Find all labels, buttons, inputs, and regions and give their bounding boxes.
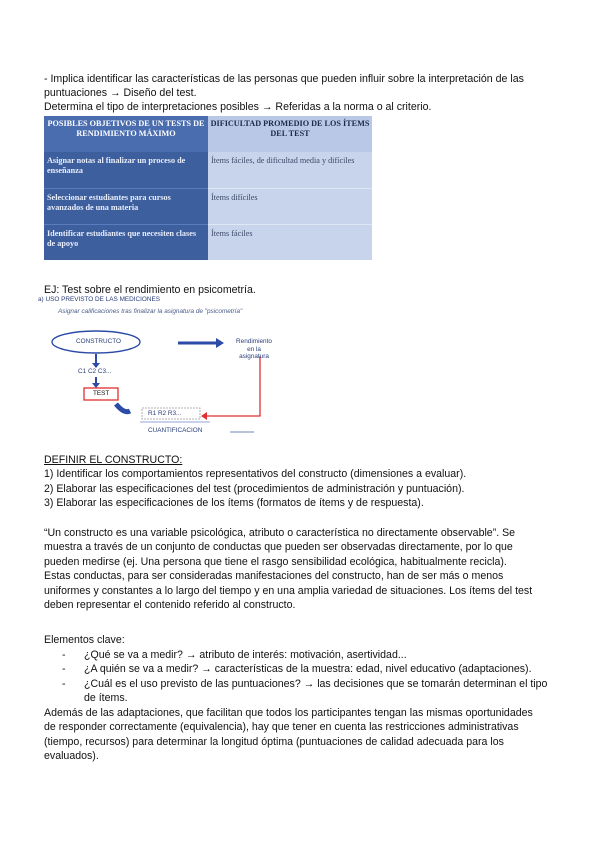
elements-heading: Elementos clave: [44, 634, 125, 646]
diagram-subtitle: Asignar calificaciones tras finalizar la asignatura de "psicometría" [58, 308, 243, 315]
closing-line-4: evaluados). [44, 750, 99, 762]
list-item-text: ¿Qué se va a medir? → atributo de interés: motivación, asertividad... [84, 649, 407, 661]
define-step-3: 3) Elaborar las especificaciones de los ítems (formatos de ítems y de respuesta). [44, 497, 424, 509]
table-row-2-difficulty: Ítems difíciles [208, 188, 372, 224]
quote-line-4: Estas conductas, para ser consideradas manifestaciones del constructo, han de ser más o menos [44, 570, 504, 582]
logo-mark [230, 431, 254, 433]
table-row-2-objective: Seleccionar estudiantes para cursos avanzados de una materia [44, 188, 208, 224]
closing-line-2: de responder correctamente (equivalencia), hay que tener en cuenta las restricciones administrativas [44, 721, 519, 733]
diagram-test: TEST [93, 390, 110, 397]
diagram-title: a) USO PREVISTO DE LAS MEDICIONES [38, 296, 161, 303]
intro-line-1: - Implica identificar las características de las personas que pueden influir sobre la interpretación de las [44, 73, 524, 85]
list-item [62, 677, 554, 706]
list-item [62, 648, 562, 662]
quote-line-3: pueden medirse (ej. Una persona que tiene el rasgo sensibilidad ecológica, habitualmente recicla). [44, 556, 507, 568]
closing-line-1: Además de las adaptaciones, que facilitan que todos los participantes tengan las mismas oportunidades [44, 707, 533, 719]
intro-line-3: Determina el tipo de interpretaciones posibles → Referidas a la norma o al criterio. [44, 101, 432, 113]
bullet: - [62, 663, 66, 676]
intro-line-2: puntuaciones → Diseño del test. [44, 87, 197, 99]
list-item-text: ¿A quién se va a medir? → características de la muestra: edad, nivel educativo (adaptaciones). [84, 663, 532, 676]
bullet: - [62, 677, 66, 690]
table-header-objectives: POSIBLES OBJETIVOS DE UN TESTS DE RENDIMIENTO MÁXIMO [44, 116, 208, 152]
diagram-components: C1 C2 C3... [78, 368, 112, 375]
feedback-arrowhead [201, 412, 207, 420]
bullet: - [62, 649, 66, 661]
feedback-line [207, 356, 260, 416]
define-step-2: 2) Elaborar las especificaciones del test (procedimientos de administración y puntuación). [44, 483, 465, 495]
diagram-quantification: CUANTIFICACION [148, 427, 203, 434]
diagram-target: Rendimiento en la asignatura [236, 338, 272, 360]
table-row-1-objective: Asignar notas al finalizar un proceso de enseñanza [44, 152, 208, 188]
construct-arrowhead [216, 338, 224, 348]
quote-line-5: uniformes y constantes a lo largo del tiempo y en una amplia variedad de situaciones. Los ítems del test [44, 585, 533, 597]
diagram-construct: CONSTRUCTO [76, 338, 121, 345]
closing-line-3: (tiempo, recursos) para determinar la longitud óptima (puntuaciones de calidad adecuada para los [44, 736, 504, 748]
curved-arrow [116, 404, 130, 412]
quote-line-1: “Un constructo es una variable psicológica, atributo o característica no directamente observable”. Se [44, 527, 516, 539]
measurement-diagram [32, 296, 302, 438]
objectives-table [44, 116, 372, 260]
table-row-3-difficulty: Ítems fáciles [208, 224, 372, 260]
down-arrowhead-2 [92, 383, 100, 388]
list-item-text: ¿Cuál es el uso previsto de las puntuaciones? → las decisiones que se tomarán determinan el tipo de ítems. [84, 677, 548, 705]
define-heading: DEFINIR EL CONSTRUCTO: [44, 454, 183, 466]
table-row-1-difficulty: Ítems fáciles, de dificultad media y difíciles [208, 152, 372, 188]
quote-line-6: deben representar el contenido referido al constructo. [44, 599, 296, 611]
quote-line-2: muestra a través de un conjunto de conductas que pueden ser observadas directamente, por lo que [44, 541, 513, 553]
table-header-difficulty: DIFICULTAD PROMEDIO DE LOS ÍTEMS DEL TEST [208, 116, 372, 152]
list-item [62, 662, 562, 676]
elements-list [62, 648, 562, 706]
define-step-1: 1) Identificar los comportamientos representativos del constructo (dimensiones a evaluar). [44, 468, 467, 480]
example-label: EJ: Test sobre el rendimiento en psicometría. [44, 284, 256, 296]
table-row-3-objective: Identificar estudiantes que necesiten clases de apoyo [44, 224, 208, 260]
diagram-responses: R1 R2 R3... [148, 410, 182, 417]
